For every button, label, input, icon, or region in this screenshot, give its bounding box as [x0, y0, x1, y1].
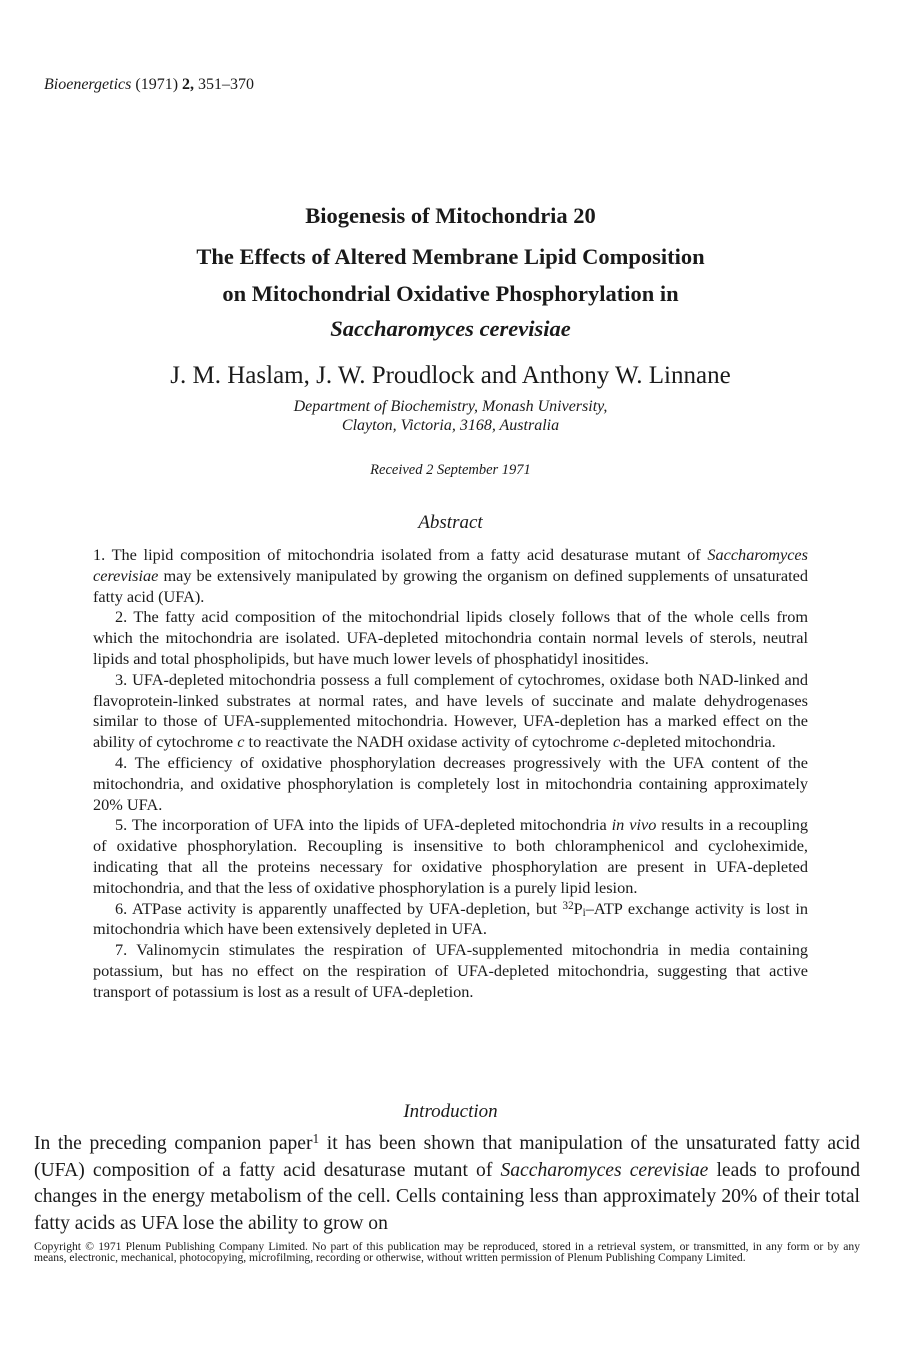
- paper-title-line-3: Saccharomyces cerevisiae: [330, 316, 571, 341]
- journal-name: Bioenergetics: [44, 76, 132, 93]
- abstract-point-7: 7. Valinomycin stimulates the respiration of UFA-supplemented mitochondria in media containing potassium, but has no effect on the respiration of UFA-depleted mitochondria, suggesting that active transport of potassium is lost as a result of UFA-depletion.: [93, 940, 808, 1001]
- received-date: Received 2 September 1971: [370, 462, 531, 478]
- introduction-paragraph: In the preceding companion paper$^1$ it has been shown that manipulation of the unsaturated fatty acid (UFA) composition of a fatty acid desaturase mutant of Saccharomyces cerevisiae leads to profound changes in the energy metabolism of the cell. Cells containing less than approximately 20% of their total fatty acids as UFA lose the ability to grow on: [34, 1131, 861, 1234]
- abstract-point-4: 4. The efficiency of oxidative phosphorylation decreases progressively with the UFA content of the mitochondria, and oxidative phosphorylation is completely lost in mitochondria containing approximately 20% UFA.: [93, 752, 808, 814]
- abstract-point-5: 5. The incorporation of UFA into the lipids of UFA-depleted mitochondria in vivo results in a recoupling of oxidative phosphorylation. Recoupling is insensitive to both chloramphenicol and cycloheximide, indicating that all the proteins necessary for oxidative phosphorylation are present in UFA-depleted mitochondria, and that the less of oxidative phosphorylation is a purely lipid lesion.: [93, 815, 808, 897]
- reference-marker: 1: [312, 1131, 320, 1147]
- abstract-point-1: 1. The lipid composition of mitochondria isolated from a fatty acid desaturase mutant of Saccharomyces cerevisiae may be extensively manipulated by growing the organism on defined supplements of unsaturated fatty acid (UFA).: [93, 545, 808, 606]
- journal-year: (1971): [135, 76, 179, 93]
- journal-citation: [44, 76, 254, 94]
- copyright-notice: Copyright © 1971 Plenum Publishing Company Limited. No part of this publication may be reproduced, stored in a retrieval system, or transmitted, in any form or by any means, electronic, mechanical, photocopying, microfilming, recording or otherwise, without written permission of Plenum Publishing Company Limited.: [34, 1240, 860, 1265]
- abstract-point-2: 2. The fatty acid composition of the mitochondrial lipids closely follows that of the whole cells from which the mitochondria are isolated. UFA-depleted mitochondria contain normal levels of sterols, neutral lipids and total phospholipids, but have much lower levels of phosphatidyl inositides.: [93, 607, 808, 668]
- abstract-point-3: 3. UFA-depleted mitochondria possess a full complement of cytochromes, oxidase both NAD-linked and flavoprotein-linked substrates at normal rates, and have levels of succinate and malate dehydrogenases similar to those of UFA-supplemented mitochondria. However, UFA-depletion has a marked effect on the ability of cytochrome c to reactivate the NADH oxidase activity of cytochrome c-depleted mitochondria.: [93, 669, 808, 752]
- abstract-body: [93, 545, 808, 1003]
- abstract-heading: Abstract: [418, 512, 483, 533]
- paper-title-line-1: The Effects of Altered Membrane Lipid Composition: [196, 244, 705, 269]
- authors: J. M. Haslam, J. W. Proudlock and Anthony W. Linnane: [170, 362, 731, 389]
- abstract-point-6: 6. ATPase activity is apparently unaffected by UFA-depletion, but $^{32}P_i$–ATP exchange activity is lost in mitochondria which have been extensively depleted in UFA.: [93, 898, 808, 939]
- paper-title-line-2: on Mitochondrial Oxidative Phosphorylation in: [222, 281, 679, 306]
- introduction-heading: Introduction: [403, 1101, 498, 1122]
- affiliation-line-1: Department of Biochemistry, Monash University,: [293, 398, 608, 415]
- series-title: Biogenesis of Mitochondria 20: [305, 203, 596, 228]
- affiliation-line-2: Clayton, Victoria, 3168, Australia: [341, 417, 560, 434]
- journal-pages: 351–370: [198, 76, 255, 93]
- journal-volume: 2,: [182, 76, 195, 93]
- introduction-body: [34, 1131, 860, 1237]
